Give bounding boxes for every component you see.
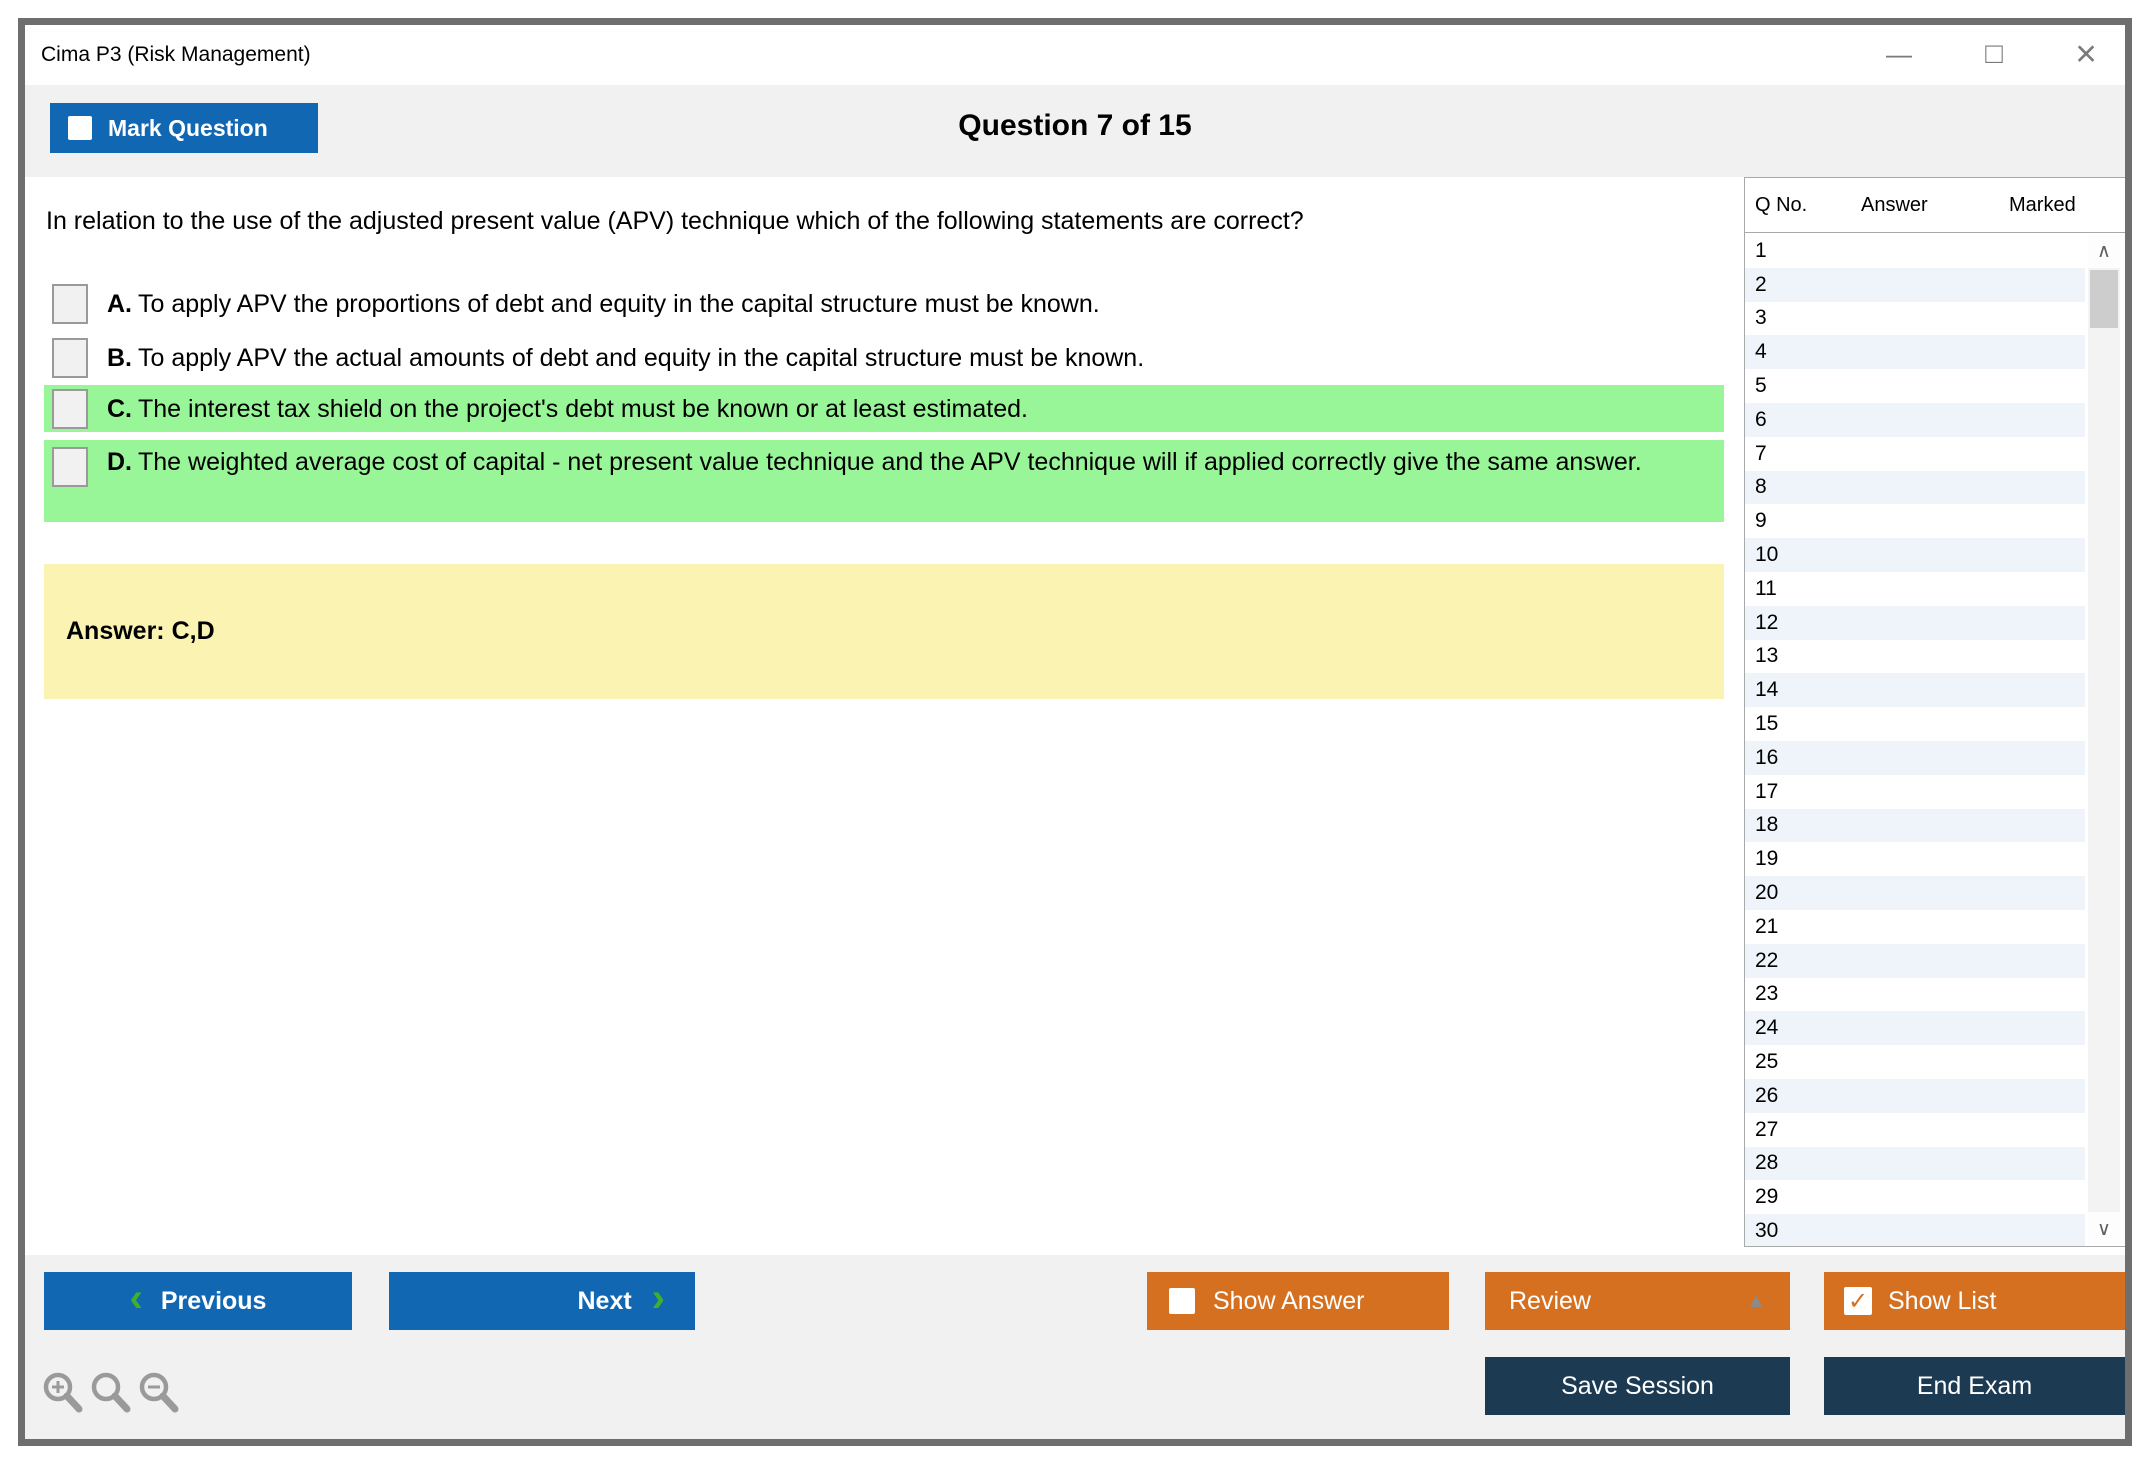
maximize-icon: □	[1985, 37, 2003, 70]
answer-box	[44, 564, 1724, 699]
question-number: 22	[1755, 948, 1779, 972]
chevron-right-icon: ›	[651, 1276, 665, 1320]
footer-bar	[25, 1255, 2125, 1439]
question-text: In relation to the use of the adjusted present value (APV) technique which of the following statements are correct?	[46, 207, 1304, 235]
end-exam-button[interactable]	[1824, 1357, 2125, 1415]
question-number: 1	[1755, 238, 1767, 262]
question-number: 4	[1755, 340, 1767, 364]
question-number: 15	[1755, 712, 1779, 736]
column-header-qno: Q No.	[1755, 194, 1808, 216]
chevron-down-icon: ∨	[2097, 1218, 2111, 1240]
show-list-label: Show List	[1888, 1286, 1997, 1315]
option-text: To apply APV the proportions of debt and equity in the capital structure must be known.	[138, 290, 1100, 318]
chevron-left-icon: ‹	[129, 1276, 143, 1320]
close-button[interactable]	[2063, 31, 2109, 77]
previous-button[interactable]	[44, 1272, 352, 1330]
question-list-row[interactable]	[1745, 403, 2085, 437]
question-number: 17	[1755, 779, 1779, 803]
question-list-row[interactable]	[1745, 572, 2085, 606]
save-session-label: Save Session	[1561, 1371, 1714, 1400]
question-list-row[interactable]	[1745, 234, 2085, 268]
option-a-body	[107, 287, 1100, 321]
question-number: 28	[1755, 1151, 1779, 1175]
zoom-in-icon[interactable]	[40, 1371, 86, 1419]
option-text: The interest tax shield on the project's debt must be known or at least estimated.	[138, 394, 1028, 423]
question-list-scrollbar[interactable]	[2088, 234, 2120, 1246]
question-list-row[interactable]	[1745, 1180, 2085, 1214]
maximize-button[interactable]	[1973, 31, 2015, 77]
next-button[interactable]	[389, 1272, 695, 1330]
zoom-controls	[40, 1371, 182, 1419]
question-list-row[interactable]	[1745, 1214, 2085, 1246]
option-letter: C.	[107, 394, 132, 423]
show-list-button[interactable]	[1824, 1272, 2125, 1330]
option-a-checkbox[interactable]	[52, 284, 88, 324]
question-number: 13	[1755, 644, 1779, 668]
minimize-button[interactable]	[1878, 31, 1920, 77]
question-list-row[interactable]	[1745, 302, 2085, 336]
question-number: 9	[1755, 509, 1767, 533]
review-button[interactable]	[1485, 1272, 1790, 1330]
scrollbar-thumb[interactable]	[2090, 270, 2118, 328]
scroll-down-button[interactable]	[2088, 1212, 2120, 1246]
option-c-checkbox[interactable]	[52, 389, 88, 429]
option-d-body	[107, 445, 1642, 479]
option-row-b[interactable]	[44, 335, 1724, 381]
question-list-row[interactable]	[1745, 471, 2085, 505]
option-d-checkbox[interactable]	[52, 447, 88, 487]
end-exam-label: End Exam	[1916, 1371, 2033, 1400]
column-header-answer: Answer	[1861, 194, 1928, 216]
save-session-button[interactable]	[1485, 1357, 1790, 1415]
question-list-row[interactable]	[1745, 910, 2085, 944]
question-list-row[interactable]	[1745, 504, 2085, 538]
question-list-row[interactable]	[1745, 1147, 2085, 1181]
question-list-row[interactable]	[1745, 876, 2085, 910]
show-answer-button[interactable]	[1147, 1272, 1449, 1330]
triangle-up-icon: ▲	[1746, 1289, 1766, 1312]
question-list-row[interactable]	[1745, 606, 2085, 640]
option-c-body	[107, 392, 1028, 426]
mark-question-label: Mark Question	[108, 114, 268, 141]
question-number: 20	[1755, 881, 1779, 905]
question-number: 6	[1755, 407, 1767, 431]
column-header-marked: Marked	[2009, 194, 2076, 216]
question-list-row[interactable]	[1745, 978, 2085, 1012]
minimize-icon: —	[1886, 38, 1912, 69]
question-number: 7	[1755, 441, 1767, 465]
option-letter: A.	[107, 290, 132, 318]
question-list-row[interactable]	[1745, 944, 2085, 978]
question-number: 11	[1755, 576, 1777, 600]
question-list-header	[1745, 178, 2125, 233]
question-list-row[interactable]	[1745, 1113, 2085, 1147]
question-number: 8	[1755, 475, 1767, 499]
question-number: 5	[1755, 374, 1767, 398]
option-letter: D.	[107, 448, 132, 476]
question-list-row[interactable]	[1745, 538, 2085, 572]
question-list-row[interactable]	[1745, 741, 2085, 775]
question-list-body	[1745, 234, 2085, 1246]
question-number: 26	[1755, 1083, 1779, 1107]
question-number: 25	[1755, 1050, 1779, 1074]
show-list-checkbox	[1844, 1287, 1872, 1315]
header-band	[25, 85, 2125, 177]
option-text: To apply APV the actual amounts of debt and equity in the capital structure must be known.	[138, 344, 1145, 372]
zoom-out-icon[interactable]	[136, 1371, 182, 1419]
question-number: 30	[1755, 1219, 1779, 1242]
question-list-row[interactable]	[1745, 1079, 2085, 1113]
question-number: 10	[1755, 543, 1779, 567]
chevron-up-icon: ∧	[2097, 240, 2111, 262]
option-b-checkbox[interactable]	[52, 338, 88, 378]
question-number: 24	[1755, 1016, 1779, 1040]
question-list-row[interactable]	[1745, 707, 2085, 741]
app-window	[18, 18, 2132, 1446]
question-list-row[interactable]	[1745, 842, 2085, 876]
window-title: Cima P3 (Risk Management)	[41, 43, 311, 66]
scroll-up-button[interactable]	[2088, 234, 2120, 268]
question-list-row[interactable]	[1745, 809, 2085, 843]
question-number: 12	[1755, 610, 1779, 634]
show-answer-label: Show Answer	[1213, 1286, 1365, 1315]
option-row-c[interactable]	[44, 385, 1724, 432]
option-b-body	[107, 341, 1144, 375]
question-number: 21	[1755, 914, 1779, 938]
question-list-row[interactable]	[1745, 775, 2085, 809]
question-counter: Question 7 of 15	[958, 109, 1192, 142]
question-number: 19	[1755, 847, 1779, 871]
question-list-row[interactable]	[1745, 437, 2085, 471]
question-list-row[interactable]	[1745, 640, 2085, 674]
question-number: 27	[1755, 1117, 1779, 1141]
show-answer-checkbox	[1169, 1288, 1195, 1314]
question-number: 3	[1755, 306, 1767, 330]
option-row-a[interactable]	[44, 281, 1724, 327]
question-list-row[interactable]	[1745, 268, 2085, 302]
question-list-row[interactable]	[1745, 1045, 2085, 1079]
question-number: 2	[1755, 272, 1767, 296]
next-label: Next	[577, 1286, 632, 1315]
option-text: The weighted average cost of capital - net present value technique and the APV technique will if applied correctly give the same answer.	[138, 448, 1642, 476]
question-number: 29	[1755, 1185, 1779, 1209]
question-list-row[interactable]	[1745, 369, 2085, 403]
question-number: 14	[1755, 678, 1779, 702]
previous-label: Previous	[160, 1286, 267, 1315]
question-list-row[interactable]	[1745, 1011, 2085, 1045]
close-icon: ×	[2075, 33, 2097, 74]
option-row-d[interactable]	[44, 440, 1724, 522]
question-list-row[interactable]	[1745, 335, 2085, 369]
question-number: 23	[1755, 982, 1779, 1006]
check-icon: ✓	[1847, 1287, 1869, 1315]
answer-label: Answer: C,D	[66, 617, 215, 645]
question-number: 18	[1755, 813, 1779, 837]
question-list-panel	[1744, 177, 2125, 1247]
question-list-row[interactable]	[1745, 673, 2085, 707]
title-bar	[25, 25, 2125, 85]
review-label: Review	[1509, 1286, 1591, 1315]
question-number: 16	[1755, 745, 1779, 769]
option-letter: B.	[107, 344, 132, 372]
magnifier-icon[interactable]	[88, 1371, 134, 1419]
